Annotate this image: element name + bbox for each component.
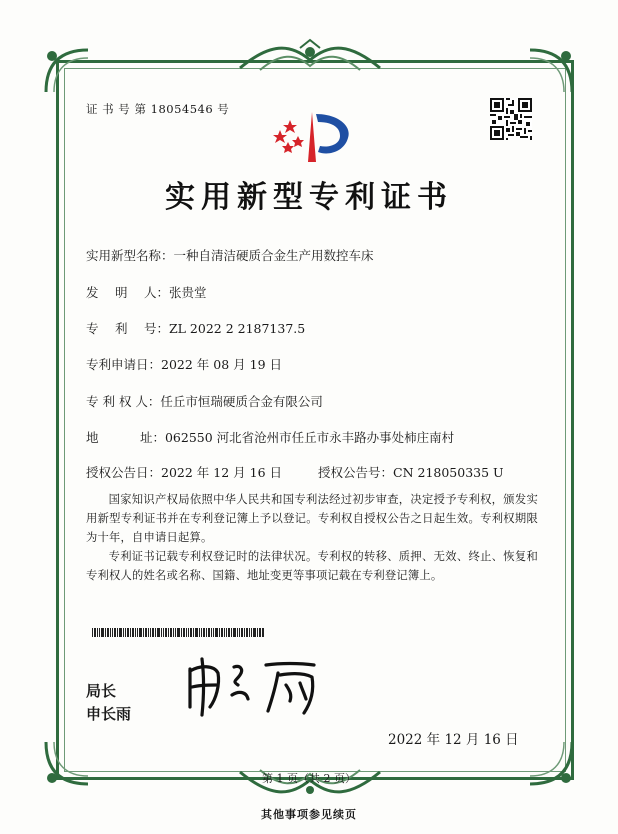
field-value: 张贵堂 — [168, 285, 207, 300]
field-label: 发 明 人： — [86, 285, 169, 300]
field-value: 2022 年 12 月 16 日 — [161, 465, 283, 480]
official-name: 申长雨 — [86, 705, 132, 723]
field-value: 任丘市恒瑞硬质合金有限公司 — [160, 394, 323, 409]
certificate-paragraph: 国家知识产权局依照中华人民共和国专利法经过初步审查，决定授予专利权，颁发实用新型专利证书并在专利登记簿上予以登记。专利权自授权公告之日起生效。专利权期限为十年，自申请日起算。 — [86, 493, 538, 544]
field-value: CN 218050335 U — [393, 465, 504, 480]
field-grant-announcement-number — [318, 463, 504, 481]
field-value: ZL 2022 2 2187137.5 — [168, 321, 306, 336]
certificate-title: 实用新型专利证书 — [165, 180, 453, 215]
field-label: 专 利 号： — [86, 321, 169, 336]
certificate-number: 证 书 号 第 18054546 号 — [86, 102, 230, 116]
issue-date: 2022 年 12 月 16 日 — [388, 732, 519, 748]
field-label: 授权公告号： — [318, 465, 394, 480]
barcode-icon — [92, 628, 264, 637]
field-patent-number — [86, 319, 305, 337]
official-title: 局长 — [86, 682, 117, 700]
field-label: 专利申请日： — [86, 357, 162, 372]
field-value: 062550 河北省沧州市任丘市永丰路办事处柿庄南村 — [164, 430, 455, 445]
patent-office-logo-icon — [268, 108, 354, 166]
field-utility-model-name — [86, 246, 374, 264]
field-label: 授权公告日： — [86, 465, 162, 480]
field-label: 地 址： — [86, 430, 165, 445]
corner-ornament-icon — [524, 44, 578, 98]
field-value: 2022 年 08 月 19 日 — [161, 357, 283, 372]
field-label: 实用新型名称： — [86, 248, 174, 263]
field-label: 专 利 权 人： — [86, 394, 161, 409]
field-patentee — [86, 392, 323, 410]
field-grant-announcement-date — [86, 463, 282, 481]
top-ornament-icon — [230, 38, 390, 78]
qr-code-icon — [490, 98, 532, 140]
field-application-date — [86, 355, 282, 373]
field-inventor — [86, 283, 206, 301]
field-address — [86, 428, 454, 446]
footer-note: 其他事项参见续页 — [261, 808, 357, 821]
page-indicator: 第 1 页（共 2 页） — [262, 772, 356, 785]
certificate-paragraph: 专利证书记载专利权登记时的法律状况。专利权的转移、质押、无效、终止、恢复和专利权人的姓名或名称、国籍、地址变更等事项记载在专利登记簿上。 — [86, 550, 538, 582]
handwritten-signature-icon — [180, 655, 330, 717]
field-value: 一种自清洁硬质合金生产用数控车床 — [173, 248, 374, 263]
corner-ornament-icon — [40, 44, 94, 98]
